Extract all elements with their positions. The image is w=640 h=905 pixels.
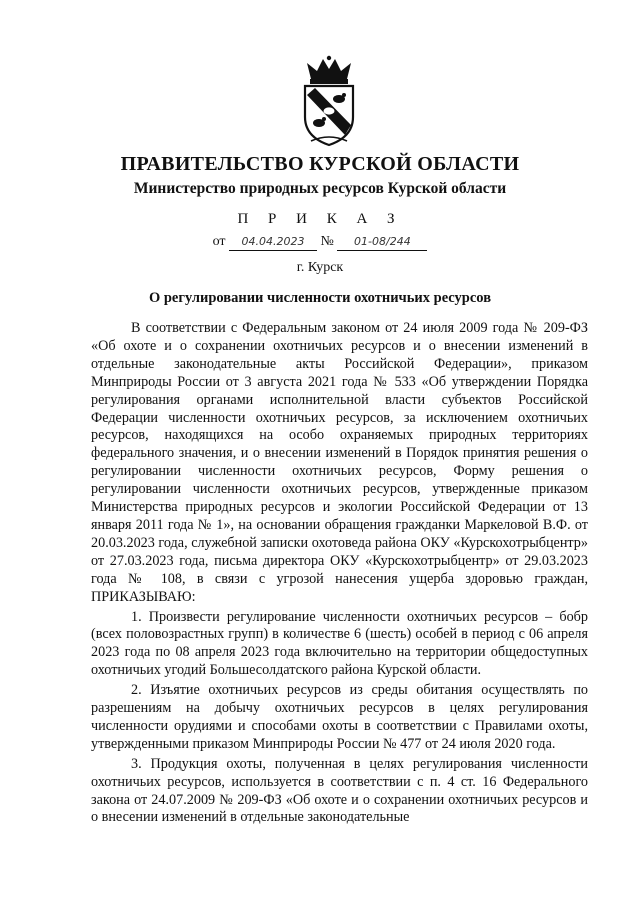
paragraph-item-3: 3. Продукция охоты, полученная в целях регулирования численности охотничьих ресурсов, используется в соответствии с п. 4 ст. 16 Федерального закона от 24.07.2009 № 209-ФЗ «Об охоте и о сохранении охотничьих ресурсов и о внесении изменений в отдельные законодательные bbox=[91, 755, 588, 826]
government-title: ПРАВИТЕЛЬСТВО КУРСКОЙ ОБЛАСТИ bbox=[120, 153, 520, 175]
kursk-coat-of-arms-icon bbox=[297, 55, 361, 147]
number-prefix: № bbox=[320, 234, 334, 249]
document-type: П Р И К А З bbox=[237, 211, 403, 227]
date-number-line bbox=[0, 234, 640, 251]
paragraph-item-2: 2. Изъятие охотничьих ресурсов из среды обитания осуществлять по разрешениям на добычу охотничьих ресурсов в целях регулирования численности орудиями и способами охоты в соответствии с Правилами охоты, утвержденными приказом Минприроды России № 477 от 24 июля 2020 года. bbox=[91, 682, 588, 752]
ministry-name: Министерство природных ресурсов Курской области bbox=[133, 180, 507, 197]
document-body bbox=[91, 320, 588, 827]
number-field: 01-08/244 bbox=[337, 234, 427, 251]
date-prefix: от bbox=[212, 234, 226, 249]
date-field: 04.04.2023 bbox=[229, 234, 317, 251]
subject-title: О регулировании численности охотничьих ресурсов bbox=[148, 290, 492, 306]
city: г. Курск bbox=[296, 260, 344, 275]
paragraph-item-1: 1. Произвести регулирование численности охотничьих ресурсов – бобр (всех половозрастных групп) в количестве 6 (шесть) особей в период с 06 апреля 2023 года по 08 апреля 2023 года включительно на территории общедоступных охотничьих угодий Большесолдатского района Курской области. bbox=[91, 608, 588, 679]
paragraph-preamble: В соответствии с Федеральным законом от 24 июля 2009 года № 209-ФЗ «Об охоте и о сохранении охотничьих ресурсов и о внесении изменений в отдельные законодательные акты Российской Федерации», приказом Минприроды России от 3 августа 2021 года № 533 «Об утверждении Порядка регулирования органами исполнительной власти субъектов Российской Федерации численности охотничьих ресурсов, за исключением охотничьих ресурсов, находящихся на особо охраняемых природных территориях федерального значения, и о внесении изменений в Порядок принятия решения о регулировании численности охотничьих ресурсов, Форму решения о регулировании численности охотничьих ресурсов, утвержденные приказом Министерства природных ресурсов и экологии Российской Федерации от 13 января 2011 года № 1», на основании обращения гражданки Маркеловой В.Ф. от 20.03.2023 года, служебной записки охотоведа района ОКУ «Курскохотрыбцентр» от 27.03.2023 года, письма директора ОКУ «Курскохотрыбцентр» от 29.03.2023 года № 108, в связи с угрозой нанесения ущерба здоровью граждан, ПРИКАЗЫВАЮ: bbox=[91, 320, 588, 605]
